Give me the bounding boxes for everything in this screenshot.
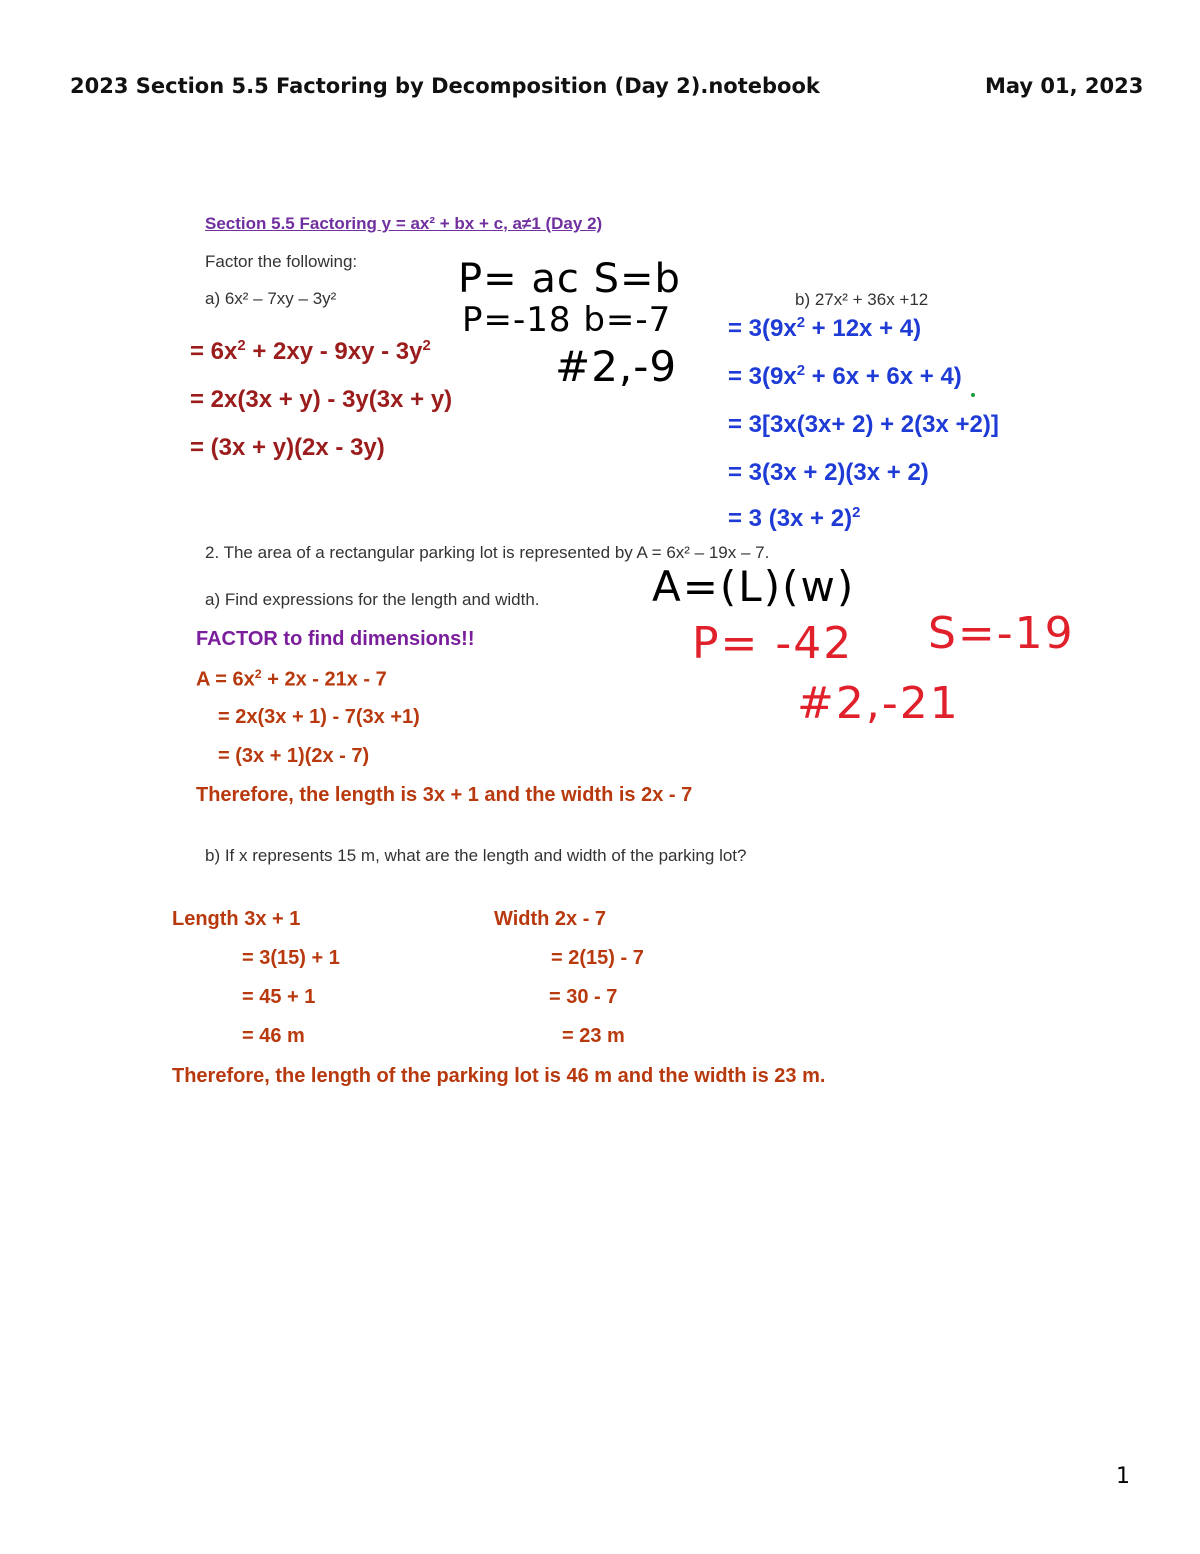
page-number: 1 bbox=[1116, 1464, 1130, 1489]
question-1b: b) 27x² + 36x +12 bbox=[795, 290, 929, 309]
width-label: Width 2x - 7 bbox=[494, 908, 607, 930]
length-step1: = 3(15) + 1 bbox=[242, 947, 340, 969]
length-step3: = 46 m bbox=[242, 1025, 305, 1047]
question-2b: b) If x represents 15 m, what are the length and width of the parking lot? bbox=[205, 846, 747, 865]
solution-2a-conclusion: Therefore, the length is 3x + 1 and the width is 2x - 7 bbox=[196, 784, 693, 806]
solution-a-step3: = (3x + y)(2x - 3y) bbox=[190, 434, 385, 461]
solution-2b-conclusion: Therefore, the length of the parking lot is 46 m and the width is 23 m. bbox=[172, 1065, 826, 1087]
green-dot-mark bbox=[971, 393, 975, 397]
handwritten-s-neg19: S=-19 bbox=[928, 608, 1075, 659]
length-step2: = 45 + 1 bbox=[242, 986, 316, 1008]
solution-2a-step2: = 2x(3x + 1) - 7(3x +1) bbox=[218, 706, 420, 728]
notebook-date: May 01, 2023 bbox=[985, 74, 1144, 98]
solution-2a-step3: = (3x + 1)(2x - 7) bbox=[218, 745, 370, 767]
handwritten-p-neg42: P= -42 bbox=[692, 618, 854, 669]
solution-b-step4: = 3(3x + 2)(3x + 2) bbox=[728, 459, 929, 486]
solution-b-step2: = $3(9x^2 + 6x + 6x + 4)$ bbox=[728, 363, 962, 390]
solution-a-step1: = $6x^2 + 2xy - 9xy - 3y^2$ bbox=[190, 338, 431, 365]
question-1a: a) 6x² – 7xy – 3y² bbox=[205, 289, 337, 308]
width-step1: = 2(15) - 7 bbox=[551, 947, 644, 969]
handwritten-p-b-values: P=-18 b=-7 bbox=[462, 300, 672, 340]
width-step3: = 23 m bbox=[562, 1025, 625, 1047]
instruction: Factor the following: bbox=[205, 252, 358, 271]
handwritten-pair-2: #2,-21 bbox=[797, 678, 960, 729]
handwritten-area-lw: A=(L)(w) bbox=[652, 562, 856, 611]
width-step2: = 30 - 7 bbox=[549, 986, 618, 1008]
solution-b-step1: = $3(9x^2 + 12x + 4)$ bbox=[728, 315, 922, 342]
length-label: Length 3x + 1 bbox=[172, 908, 301, 930]
notebook-title: 2023 Section 5.5 Factoring by Decomposition (Day 2).notebook bbox=[70, 74, 820, 98]
factor-heading: FACTOR to find dimensions!! bbox=[196, 628, 475, 650]
solution-a-step2: = 2x(3x + y) - 3y(3x + y) bbox=[190, 386, 453, 413]
question-2a: a) Find expressions for the length and width. bbox=[205, 590, 540, 609]
solution-b-step5: = 3 $(3x + 2)^2$ bbox=[728, 505, 861, 532]
solution-2a-step1: $A = 6x^2 + 2x - 21x - 7$ bbox=[196, 667, 387, 691]
handwritten-pair-1: #2,-9 bbox=[555, 342, 678, 391]
solution-b-step3: = 3[3x(3x+ 2) + 2(3x +2)] bbox=[728, 411, 999, 438]
question-2: 2. The area of a rectangular parking lot is represented by A = 6x² – 19x – 7. bbox=[205, 543, 770, 562]
handwritten-pac-sb: P= ac S=b bbox=[458, 256, 681, 302]
section-title: Section 5.5 Factoring y = ax² + bx + c, a≠1 (Day 2) bbox=[205, 214, 603, 233]
